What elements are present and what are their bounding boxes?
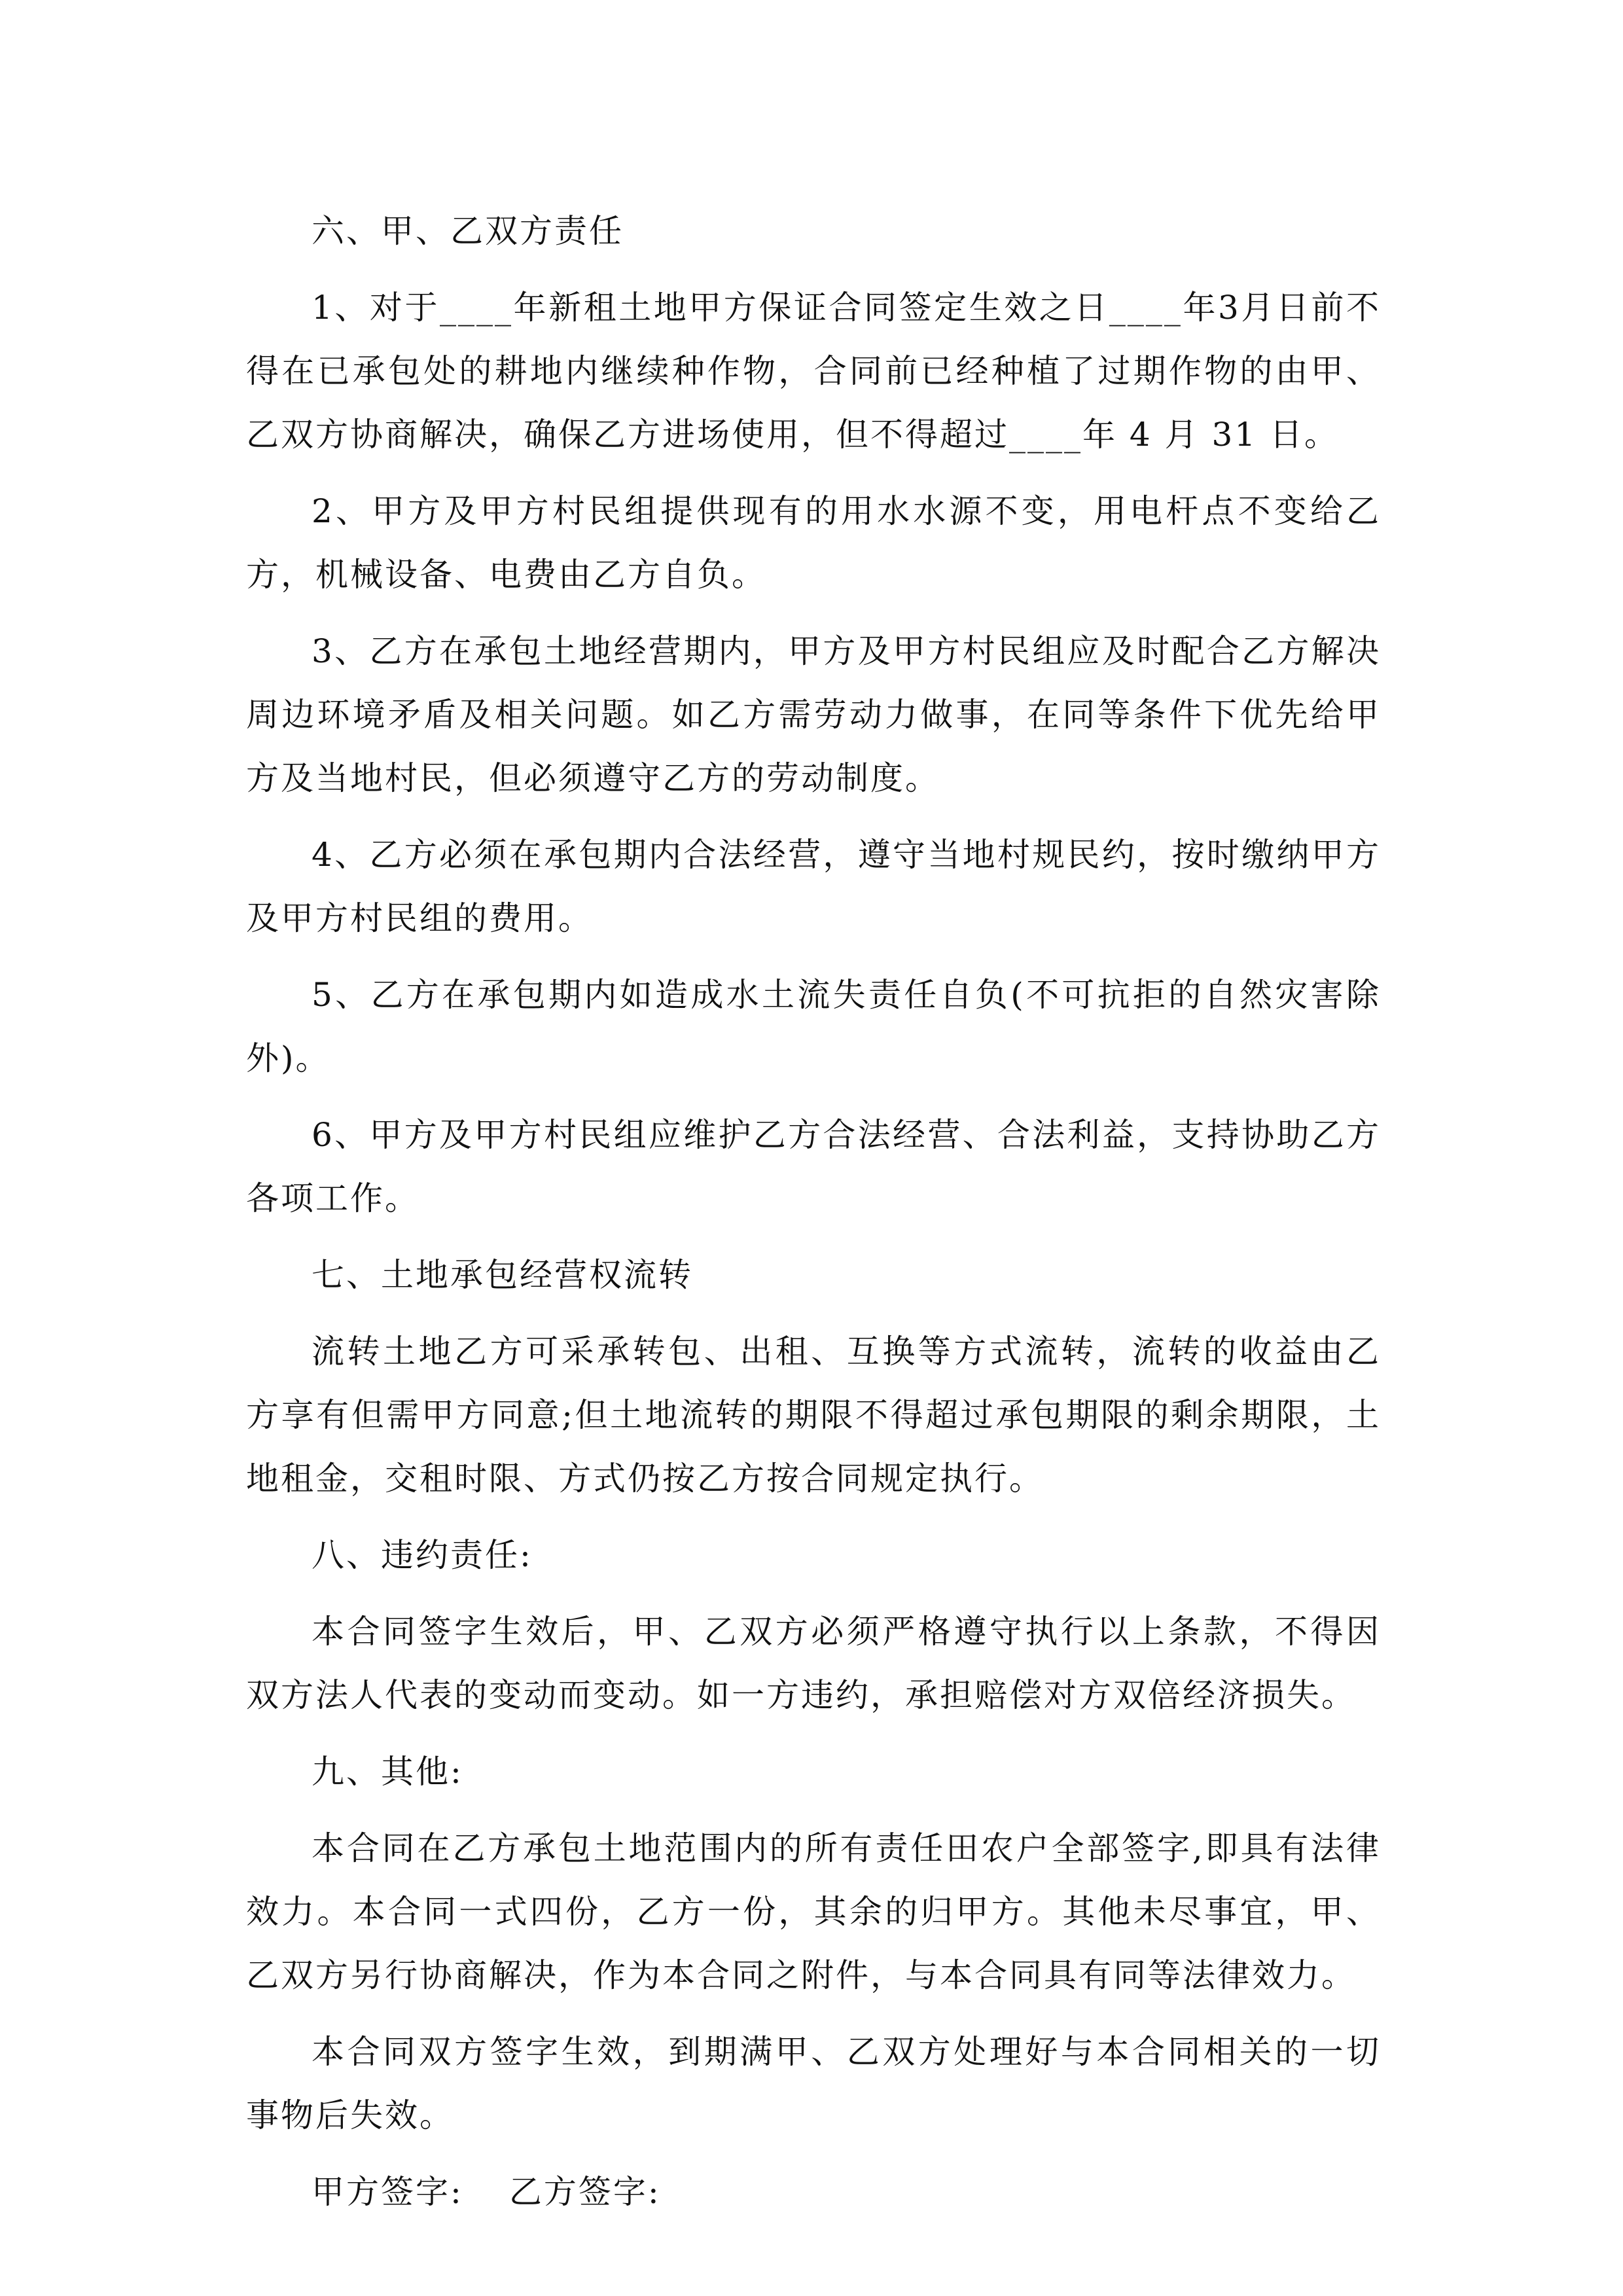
section-7-body: 流转土地乙方可采承转包、出租、互换等方式流转，流转的收益由乙方享有但需甲方同意;但土地流转的期限不得超过承包期限的剩余期限，土地租金，交租时限、方式仍按乙方按合同规定执行。 <box>246 1333 1381 1498</box>
section-8-body: 本合同签字生效后，甲、乙双方必须严格遵守执行以上条款，不得因双方法人代表的变动而变动。如一方违约，承担赔偿对方双倍经济损失。 <box>246 1613 1381 1714</box>
section-9-body-1: 本合同在乙方承包土地范围内的所有责任田农户全部签字,即具有法律效力。本合同一式四份，乙方一份，其余的归甲方。其他未尽事宜，甲、乙双方另行协商解决，作为本合同之附件，与本合同具有同等法律效力。 <box>246 1829 1381 1994</box>
section-6-item-1: 1、对于____年新租土地甲方保证合同签定生效之日____年3月日前不得在已承包处的耕地内继续种作物，合同前已经种植了过期作物的由甲、乙双方协商解决，确保乙方进场使用，但不得超过____年 4 月 31 日。 <box>246 289 1381 454</box>
section-7-heading: 七、土地承包经营权流转 <box>312 1256 693 1294</box>
signature-line <box>246 2161 1381 2224</box>
section-6-item-2: 2、甲方及甲方村民组提供现有的用水水源不变，用电杆点不变给乙方，机械设备、电费由乙方自负。 <box>246 492 1381 594</box>
section-6-item-4: 4、乙方必须在承包期内合法经营，遵守当地村规民约，按时缴纳甲方及甲方村民组的费用。 <box>246 836 1381 937</box>
section-9-heading: 九、其他: <box>312 1753 463 1791</box>
section-6-item-6: 6、甲方及甲方村民组应维护乙方合法经营、合法利益，支持协助乙方各项工作。 <box>246 1116 1381 1217</box>
party-b-signature-label: 乙方签字: <box>508 2173 661 2211</box>
section-6-item-5: 5、乙方在承包期内如造成水土流失责任自负(不可抗拒的自然灾害除外)。 <box>246 976 1381 1077</box>
document-body <box>246 200 1381 2224</box>
section-6-item-3: 3、乙方在承包土地经营期内，甲方及甲方村民组应及时配合乙方解决周边环境矛盾及相关问题。如乙方需劳动力做事，在同等条件下优先给甲方及当地村民，但必须遵守乙方的劳动制度。 <box>246 632 1381 797</box>
section-9-body-2: 本合同双方签字生效，到期满甲、乙双方处理好与本合同相关的一切事物后失效。 <box>246 2033 1381 2134</box>
party-a-signature-label: 甲方签字: <box>312 2173 463 2211</box>
section-6-heading: 六、甲、乙双方责任 <box>312 212 624 250</box>
section-8-heading: 八、违约责任: <box>312 1536 533 1574</box>
